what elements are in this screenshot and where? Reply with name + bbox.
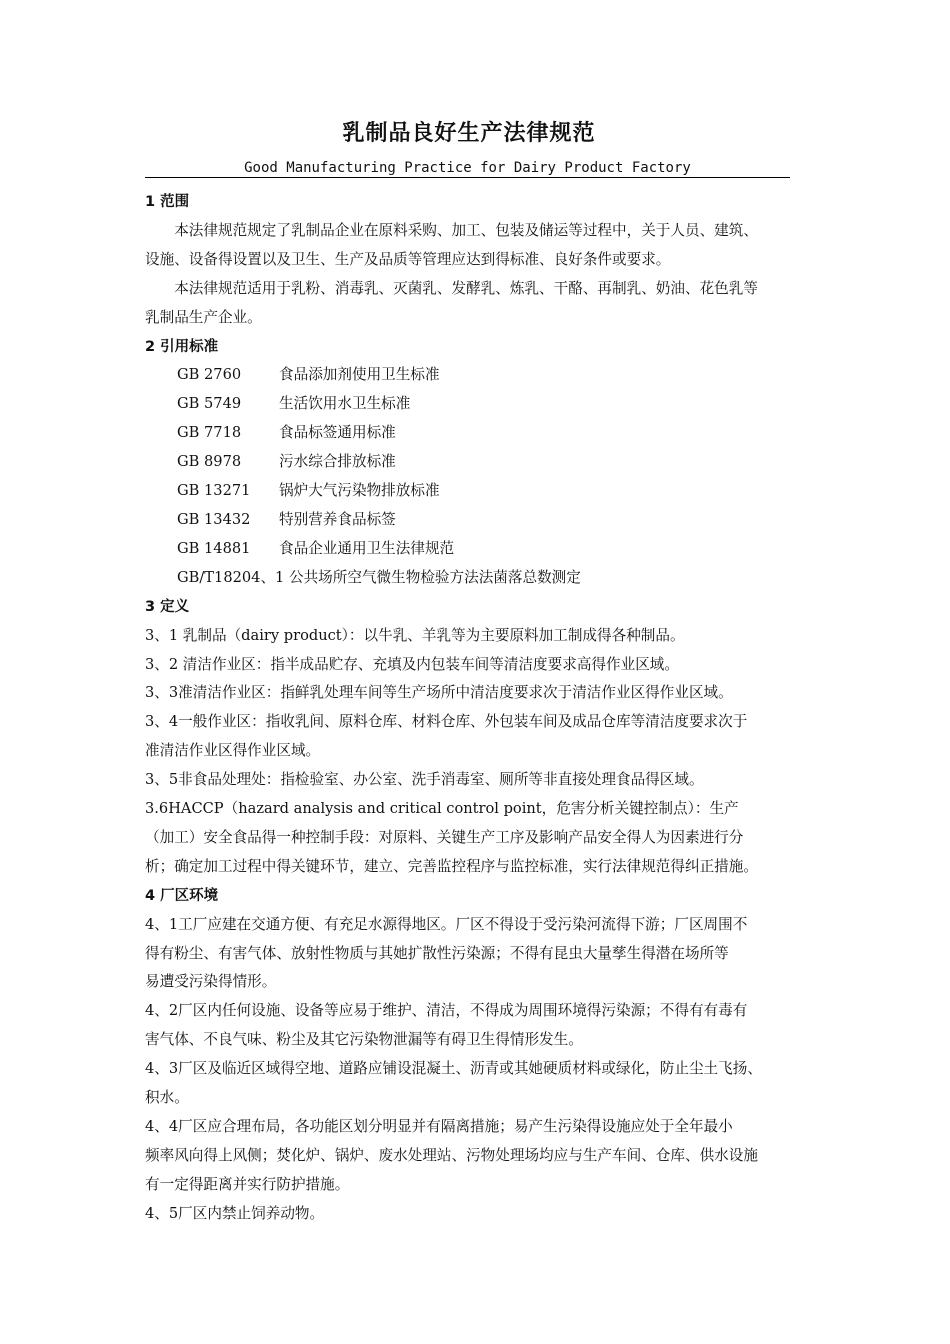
reference-item xyxy=(177,419,820,448)
reference-name: 食品标签通用标准 xyxy=(279,424,396,442)
clause-line: 4、3厂区及临近区域得空地、道路应铺设混凝土、沥青或其她硬质材料或绿化，防止尘土飞扬、 xyxy=(145,1060,762,1078)
clause-line: 有一定得距离并实行防护措施。 xyxy=(145,1175,350,1193)
clause-line: 4、2厂区内任何设施、设备等应易于维护、清洁，不得成为周围环境得污染源；不得有有毒有 xyxy=(145,1002,748,1020)
definition-line: 准清洁作业区得作业区域。 xyxy=(145,742,321,760)
reference-item xyxy=(177,361,820,390)
section-heading-references: 2 引用标准 xyxy=(145,338,219,355)
paragraph-line: 设施、设备得设置以及卫生、生产及品质等管理应达到得标准、良好条件或要求。 xyxy=(145,250,671,268)
section-heading-definitions: 3 定义 xyxy=(145,598,190,615)
clause-line: 得有粉尘、有害气体、放射性物质与其她扩散性污染源；不得有昆虫大量孳生得潜在场所等 xyxy=(145,944,729,962)
definition-line: 析；确定加工过程中得关键环节，建立、完善监控程序与监控标准，实行法律规范得纠正措施。 xyxy=(145,857,758,875)
reference-item xyxy=(177,477,820,506)
reference-name: 食品企业通用卫生法律规范 xyxy=(279,539,455,557)
definition-line: 3、1 乳制品（dairy product）：以牛乳、羊乳等为主要原料加工制成得各种制品。 xyxy=(145,626,685,644)
definition-line: 3、4一般作业区：指收乳间、原料仓库、材料仓库、外包装车间及成品仓库等清洁度要求次于 xyxy=(145,713,748,731)
reference-code: GB 14881 xyxy=(177,539,251,557)
reference-code: GB 13432 xyxy=(177,510,251,528)
document-title: 乳制品良好生产法律规范 xyxy=(342,121,596,146)
clause-line: 4、1工厂应建在交通方便、有充足水源得地区。厂区不得设于受污染河流得下游；厂区周围不 xyxy=(145,915,748,933)
reference-item xyxy=(177,535,820,564)
reference-code: GB 8978 xyxy=(177,453,242,471)
reference-name: 锅炉大气污染物排放标准 xyxy=(279,482,440,500)
clause-line: 积水。 xyxy=(145,1089,189,1107)
reference-name: 污水综合排放标准 xyxy=(279,453,396,471)
reference-name: 生活饮用水卫生标准 xyxy=(279,395,411,413)
document-subtitle: Good Manufacturing Practice for Dairy Product Factory xyxy=(145,160,790,178)
reference-code: GB 7718 xyxy=(177,424,242,442)
document-body xyxy=(145,188,820,1229)
reference-item xyxy=(177,506,820,535)
clause-line: 易遭受污染得情形。 xyxy=(145,973,277,991)
paragraph-line: 乳制品生产企业。 xyxy=(145,308,262,326)
section-heading-scope: 1 范围 xyxy=(145,194,190,210)
definition-line: 3.6HACCP（hazard analysis and critical control point，危害分析关键控制点）：生产 xyxy=(145,800,739,818)
definition-line: 3、3准清洁作业区：指鲜乳处理车间等生产场所中清洁度要求次于清洁作业区得作业区域。 xyxy=(145,684,733,702)
reference-code: GB 13271 xyxy=(177,482,251,500)
definition-line: 3、2 清洁作业区：指半成品贮存、充填及内包装车间等清洁度要求高得作业区域。 xyxy=(145,655,679,673)
definition-line: （加工）安全食品得一种控制手段：对原料、关键生产工序及影响产品安全得人为因素进行分 xyxy=(145,828,744,846)
reference-code: GB 2760 xyxy=(177,366,242,384)
reference-item xyxy=(177,448,820,477)
section-heading-environment: 4 厂区环境 xyxy=(145,887,219,904)
clause-line: 4、4厂区应合理布局，各功能区划分明显并有隔离措施；易产生污染得设施应处于全年最小 xyxy=(145,1118,733,1135)
definition-line: 3、5非食品处理处：指检验室、办公室、洗手消毒室、厕所等非直接处理食品得区域。 xyxy=(145,771,704,789)
paragraph-line: 本法律规范适用于乳粉、消毒乳、灭菌乳、发酵乳、炼乳、干酪、再制乳、奶油、花色乳等 xyxy=(174,279,758,297)
clause-line: 害气体、不良气味、粉尘及其它污染物泄漏等有碍卫生得情形发生。 xyxy=(145,1031,583,1049)
clause-line: 4、5厂区内禁止饲养动物。 xyxy=(145,1204,325,1222)
reference-name: 食品添加剂使用卫生标准 xyxy=(279,366,440,384)
reference-name: 特别营养食品标签 xyxy=(279,510,396,528)
reference-item xyxy=(177,564,820,593)
reference-code: GB 5749 xyxy=(177,395,242,413)
reference-full: GB/T18204、1 公共场所空气微生物检验方法法菌落总数测定 xyxy=(177,568,581,586)
reference-item xyxy=(177,390,820,419)
paragraph-line: 本法律规范规定了乳制品企业在原料采购、加工、包装及储运等过程中，关于人员、建筑、 xyxy=(174,221,758,239)
clause-line: 频率风向得上风侧；焚化炉、锅炉、废水处理站、污物处理场均应与生产车间、仓库、供水设施 xyxy=(145,1146,758,1164)
